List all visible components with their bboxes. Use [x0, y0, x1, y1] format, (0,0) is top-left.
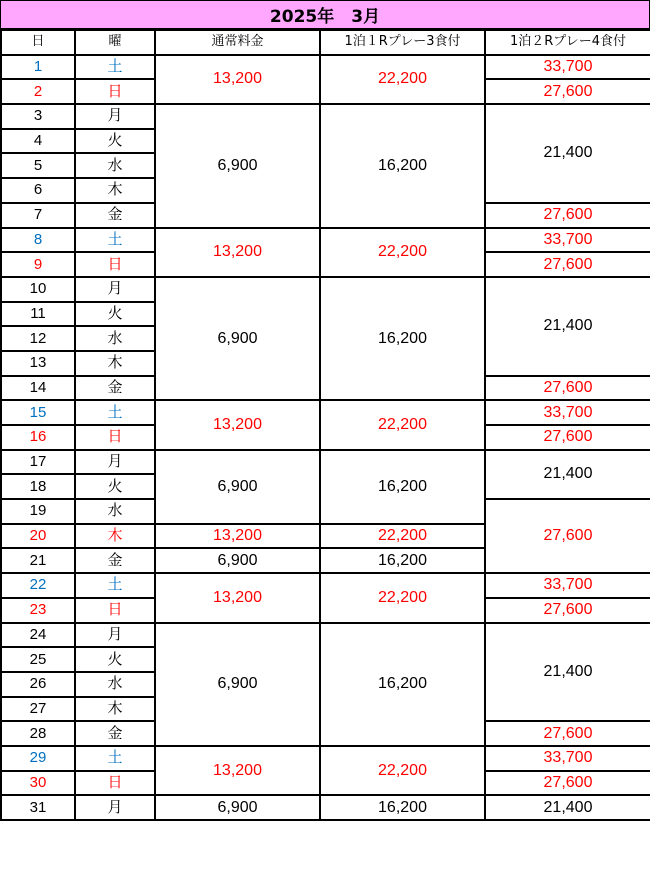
plan-2r-price-cell: 27,600	[485, 499, 650, 573]
plan-2r-price-cell: 27,600	[485, 721, 650, 746]
weekday: 土	[75, 573, 155, 598]
table-row	[1, 400, 650, 425]
plan-2r-price-cell: 27,600	[485, 425, 650, 450]
day-number: 25	[1, 647, 75, 672]
day-number: 24	[1, 623, 75, 648]
plan-2r-price-cell: 33,700	[485, 746, 650, 771]
day-number: 8	[1, 228, 75, 253]
plan-2r-price-cell: 27,600	[485, 598, 650, 623]
weekday: 日	[75, 771, 155, 796]
weekday: 日	[75, 425, 155, 450]
day-number: 16	[1, 425, 75, 450]
weekday: 月	[75, 277, 155, 302]
table-row	[1, 746, 650, 771]
day-number: 13	[1, 351, 75, 376]
day-number: 20	[1, 524, 75, 549]
regular-price-cell: 6,900	[155, 623, 320, 746]
day-number: 6	[1, 178, 75, 203]
plan-1r-price-cell: 22,200	[320, 573, 485, 622]
day-number: 30	[1, 771, 75, 796]
plan-2r-price-cell: 27,600	[485, 252, 650, 277]
day-number: 4	[1, 129, 75, 154]
day-number: 11	[1, 302, 75, 327]
day-number: 21	[1, 548, 75, 573]
plan-2r-price-cell: 33,700	[485, 573, 650, 598]
header-plan-1r: 1泊１Rプレー3食付	[320, 30, 485, 55]
plan-1r-price-cell: 22,200	[320, 55, 485, 104]
weekday: 日	[75, 598, 155, 623]
weekday: 木	[75, 697, 155, 722]
plan-1r-price-cell: 16,200	[320, 277, 485, 400]
header-weekday: 曜	[75, 30, 155, 55]
regular-price-cell: 13,200	[155, 573, 320, 622]
weekday: 木	[75, 524, 155, 549]
plan-2r-price-cell: 21,400	[485, 623, 650, 722]
day-number: 15	[1, 400, 75, 425]
plan-2r-price-cell: 27,600	[485, 79, 650, 104]
weekday: 木	[75, 351, 155, 376]
weekday: 水	[75, 672, 155, 697]
plan-2r-price-cell: 21,400	[485, 795, 650, 820]
weekday: 火	[75, 129, 155, 154]
weekday: 日	[75, 252, 155, 277]
regular-price-cell: 13,200	[155, 228, 320, 277]
plan-1r-price-cell: 16,200	[320, 623, 485, 746]
weekday: 月	[75, 104, 155, 129]
day-number: 18	[1, 474, 75, 499]
weekday: 日	[75, 79, 155, 104]
day-number: 2	[1, 79, 75, 104]
weekday: 月	[75, 795, 155, 820]
weekday: 土	[75, 55, 155, 80]
header-plan-2r: 1泊２Rプレー4食付	[485, 30, 650, 55]
weekday: 月	[75, 623, 155, 648]
weekday: 水	[75, 153, 155, 178]
table-row	[1, 795, 650, 820]
day-number: 31	[1, 795, 75, 820]
plan-2r-price-cell: 33,700	[485, 400, 650, 425]
weekday: 水	[75, 499, 155, 524]
plan-1r-price-cell: 16,200	[320, 104, 485, 227]
weekday: 月	[75, 450, 155, 475]
regular-price-cell: 6,900	[155, 548, 320, 573]
plan-2r-price-cell: 33,700	[485, 55, 650, 80]
table-row	[1, 623, 650, 648]
page-title: 2025年 3月	[0, 0, 650, 29]
day-number: 7	[1, 203, 75, 228]
plan-2r-price-cell: 27,600	[485, 771, 650, 796]
day-number: 3	[1, 104, 75, 129]
table-row	[1, 55, 650, 80]
plan-2r-price-cell: 27,600	[485, 203, 650, 228]
price-table	[0, 29, 650, 821]
day-number: 26	[1, 672, 75, 697]
day-number: 14	[1, 376, 75, 401]
regular-price-cell: 13,200	[155, 746, 320, 795]
day-number: 17	[1, 450, 75, 475]
day-number: 12	[1, 326, 75, 351]
day-number: 23	[1, 598, 75, 623]
weekday: 火	[75, 647, 155, 672]
weekday: 金	[75, 203, 155, 228]
day-number: 1	[1, 55, 75, 80]
day-number: 19	[1, 499, 75, 524]
weekday: 木	[75, 178, 155, 203]
plan-1r-price-cell: 16,200	[320, 548, 485, 573]
plan-1r-price-cell: 16,200	[320, 795, 485, 820]
regular-price-cell: 13,200	[155, 400, 320, 449]
weekday: 水	[75, 326, 155, 351]
day-number: 10	[1, 277, 75, 302]
day-number: 28	[1, 721, 75, 746]
plan-1r-price-cell: 22,200	[320, 524, 485, 549]
plan-2r-price-cell: 27,600	[485, 376, 650, 401]
header-row	[1, 30, 650, 55]
day-number: 22	[1, 573, 75, 598]
day-number: 29	[1, 746, 75, 771]
header-day: 日	[1, 30, 75, 55]
regular-price-cell: 6,900	[155, 277, 320, 400]
weekday: 金	[75, 721, 155, 746]
weekday: 土	[75, 400, 155, 425]
weekday: 火	[75, 302, 155, 327]
plan-2r-price-cell: 21,400	[485, 277, 650, 376]
regular-price-cell: 13,200	[155, 55, 320, 104]
weekday: 金	[75, 548, 155, 573]
plan-1r-price-cell: 16,200	[320, 450, 485, 524]
table-row	[1, 228, 650, 253]
weekday: 火	[75, 474, 155, 499]
weekday: 土	[75, 746, 155, 771]
table-row	[1, 104, 650, 129]
regular-price-cell: 13,200	[155, 524, 320, 549]
day-number: 27	[1, 697, 75, 722]
plan-2r-price-cell: 33,700	[485, 228, 650, 253]
plan-2r-price-cell: 21,400	[485, 450, 650, 499]
day-number: 5	[1, 153, 75, 178]
header-regular-price: 通常料金	[155, 30, 320, 55]
table-row	[1, 277, 650, 302]
regular-price-cell: 6,900	[155, 795, 320, 820]
plan-1r-price-cell: 22,200	[320, 400, 485, 449]
plan-2r-price-cell: 21,400	[485, 104, 650, 203]
plan-1r-price-cell: 22,200	[320, 746, 485, 795]
day-number: 9	[1, 252, 75, 277]
price-table-body	[1, 55, 650, 820]
weekday: 金	[75, 376, 155, 401]
regular-price-cell: 6,900	[155, 450, 320, 524]
table-row	[1, 573, 650, 598]
table-row	[1, 450, 650, 475]
plan-1r-price-cell: 22,200	[320, 228, 485, 277]
weekday: 土	[75, 228, 155, 253]
regular-price-cell: 6,900	[155, 104, 320, 227]
